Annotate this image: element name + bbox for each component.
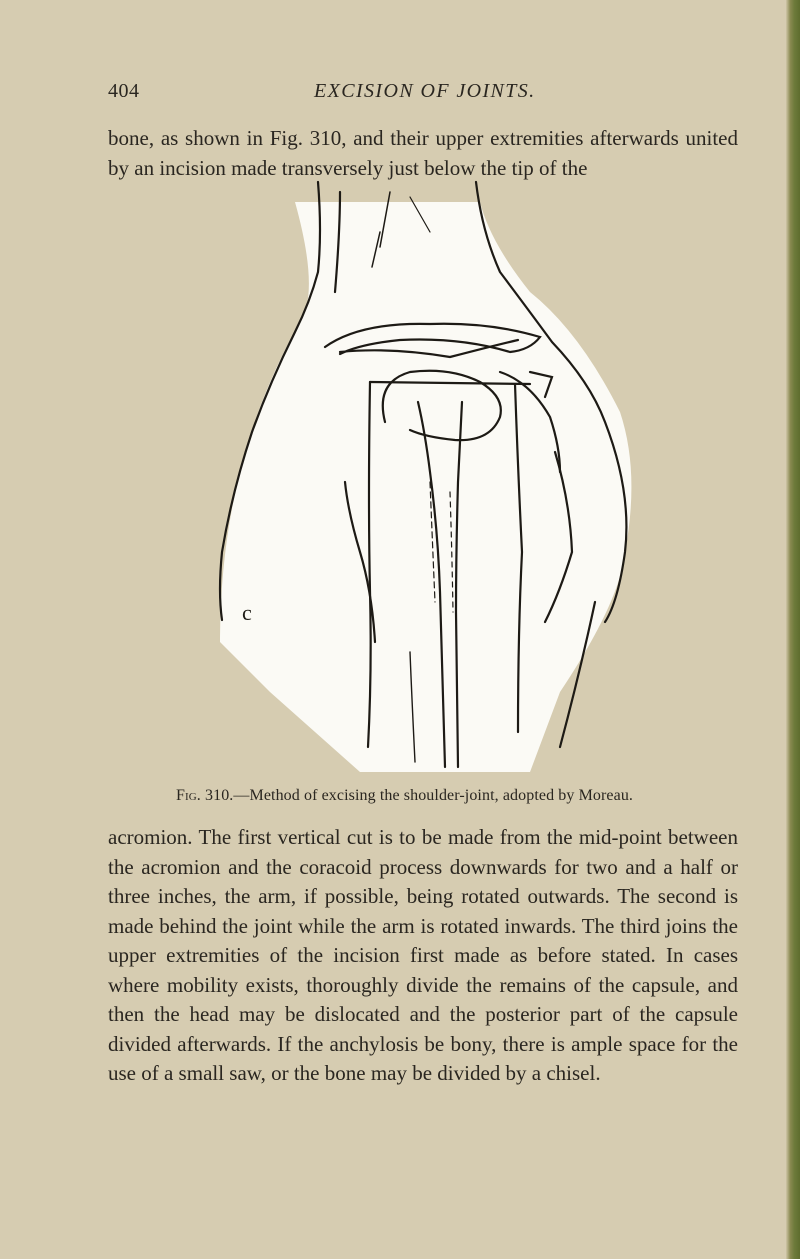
figure-label: Fig. 310. bbox=[176, 787, 234, 804]
figure-marker-letter: c bbox=[242, 600, 252, 625]
paragraph-bottom: acromion. The first vertical cut is to be made from the mid-point between the acromion and the coracoid process downwards for two and a half or three inches, the arm, if possible, being rotated outwards. The second is made behind the joint while the arm is rotated inwards. The third joins the upper extremities of the incision first made as before stated. In cases where mobility exists, thoroughly divide the remains of the capsule, and then the head may be dislocated and the posterior part of the capsule divided afterwards. If the anchylosis be bony, there is ample space for the use of a small saw, or the bone may be divided by a chisel. bbox=[108, 825, 738, 1085]
figure-caption bbox=[176, 787, 736, 805]
running-head bbox=[108, 80, 708, 110]
figure-caption-text: —Method of excising the shoulder-joint, adopted by Moreau. bbox=[233, 787, 634, 804]
page-edge-shadow bbox=[786, 0, 800, 1259]
page-number: 404 bbox=[108, 80, 140, 102]
anatomical-illustration bbox=[200, 172, 640, 792]
shoulder-joint-figure bbox=[200, 172, 640, 792]
paragraph-top: bone, as shown in Fig. 310, and their upper extremities afterwards united by an incision made transversely just below the tip of the bbox=[108, 126, 738, 180]
figure-white-region bbox=[220, 202, 631, 772]
running-title: EXCISION OF JOINTS. bbox=[314, 80, 536, 102]
